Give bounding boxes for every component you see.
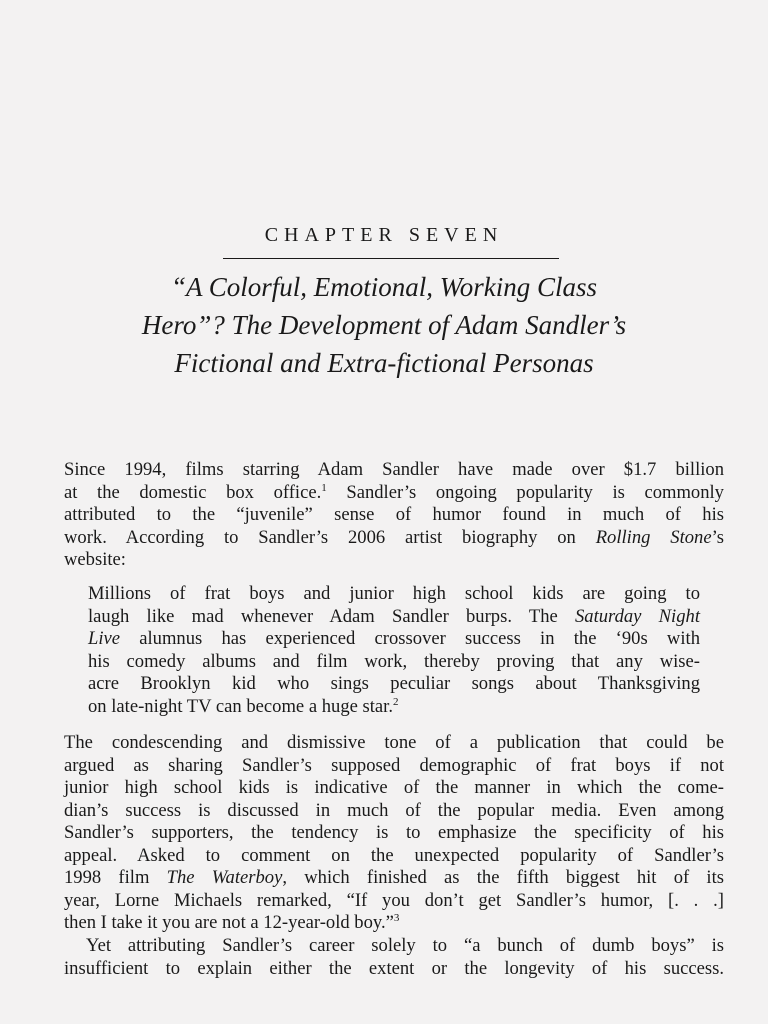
text-line: Yet attributing Sandler’s career solely to “a bunch of dumb boys” is	[86, 935, 724, 956]
text-line	[88, 628, 700, 651]
text-span: at the domestic box office.	[64, 481, 322, 503]
text-line	[88, 696, 700, 719]
paragraph-1	[64, 459, 724, 572]
text-line: year, Lorne Michaels remarked, “If you don’t get Sandler’s humor, [. . .]	[64, 889, 724, 911]
footnote-ref-3: 3	[393, 912, 400, 924]
italic-title: Saturday Night	[574, 605, 700, 627]
text-span: then I take it you are not a 12-year-old boy.”	[64, 912, 394, 933]
text-span: , which finished as the fifth biggest hit of its	[282, 867, 724, 888]
text-line	[88, 606, 700, 629]
chapter-title-line: Fictional and Extra-fictional Personas	[174, 348, 594, 378]
chapter-title-line: “A Colorful, Emotional, Working Class	[170, 272, 598, 302]
text-line: attributed to the “juvenile” sense of humor found in much of his	[64, 504, 724, 525]
text-line: insufficient to explain either the extent or the longevity of his success.	[64, 957, 724, 979]
italic-title: The Waterboy	[166, 867, 283, 888]
text-span: on late-night TV can become a huge star.	[88, 695, 393, 717]
text-line: The condescending and dismissive tone of a publication that could be	[64, 732, 724, 753]
text-line: Millions of frat boys and junior high school kids are going to	[88, 583, 700, 604]
text-line	[64, 912, 724, 935]
text-span: ’s	[711, 526, 724, 548]
chapter-title-line: Hero”? The Development of Adam Sandler’s	[141, 310, 627, 340]
text-span: alumnus has experienced crossover success in the ‘90s with	[120, 628, 700, 649]
text-line	[64, 867, 724, 890]
text-line: website:	[64, 549, 126, 570]
chapter-label: CHAPTER SEVEN	[264, 224, 504, 246]
text-span: work. According to Sandler’s 2006 artist biography on	[64, 526, 596, 548]
footnote-ref-1: 1	[321, 481, 327, 494]
paragraph-2	[64, 732, 724, 935]
text-span: 1998 film	[64, 867, 167, 888]
italic-title: Rolling Stone	[595, 526, 712, 548]
text-line	[64, 482, 724, 505]
block-quote	[88, 583, 700, 718]
text-line: junior high school kids is indicative of the manner in which the come-	[64, 777, 724, 798]
chapter-rule	[223, 258, 559, 259]
text-line: Since 1994, films starring Adam Sandler have made over $1.7 billion	[64, 459, 724, 480]
footnote-ref-2: 2	[392, 695, 399, 708]
italic-title: Live	[88, 628, 121, 649]
chapter-title	[64, 268, 704, 382]
text-line: dian’s success is discussed in much of the popular media. Even among	[64, 799, 724, 821]
text-line: appeal. Asked to comment on the unexpected popularity of Sandler’s	[64, 844, 724, 866]
text-line: Sandler’s supporters, the tendency is to emphasize the specificity of his	[64, 822, 724, 843]
text-line	[64, 527, 724, 550]
text-line: argued as sharing Sandler’s supposed demographic of frat boys if not	[64, 754, 724, 776]
paragraph-3	[64, 935, 724, 980]
text-line: his comedy albums and film work, thereby proving that any wise-	[88, 650, 700, 672]
text-span: Sandler’s ongoing popularity is commonly	[326, 481, 724, 503]
text-span: laugh like mad whenever Adam Sandler burps. The	[88, 605, 575, 627]
text-line: acre Brooklyn kid who sings peculiar songs about Thanksgiving	[88, 673, 700, 694]
